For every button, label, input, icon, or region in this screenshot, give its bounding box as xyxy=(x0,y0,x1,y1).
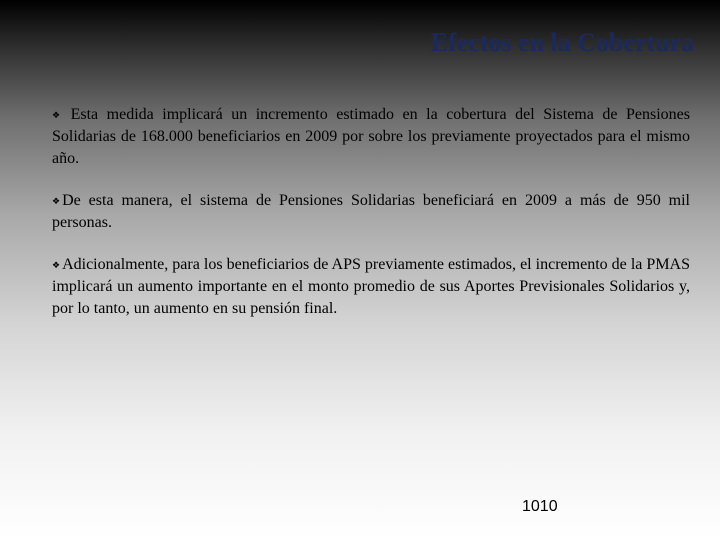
diamond-bullet-icon: ❖ xyxy=(52,260,61,270)
slide-title: Efectos en la Cobertura xyxy=(430,28,694,57)
bullet-item xyxy=(52,190,690,234)
bullet-text: De esta manera, el sistema de Pensiones Solidarias beneficiará en 2009 a más de 950 mil personas. xyxy=(52,192,690,231)
bullet-item xyxy=(52,104,690,170)
diamond-bullet-icon: ❖ xyxy=(52,110,61,120)
bullet-list xyxy=(52,104,690,340)
bullet-text: Esta medida implicará un incremento estimado en la cobertura del Sistema de Pensiones Solidarias de 168.000 beneficiarios en 2009 por sobre los previamente proyectados para el mismo año. xyxy=(52,106,690,167)
diamond-bullet-icon: ❖ xyxy=(52,196,61,206)
bullet-item xyxy=(52,254,690,320)
bullet-text: Adicionalmente, para los beneficiarios de APS previamente estimados, el incremento de la PMAS implicará un aumento importante en el monto promedio de sus Aportes Previsionales Solidarios y, por lo tanto, un aumento en su pensión final. xyxy=(52,256,690,317)
page-number: 1010 xyxy=(522,498,558,515)
